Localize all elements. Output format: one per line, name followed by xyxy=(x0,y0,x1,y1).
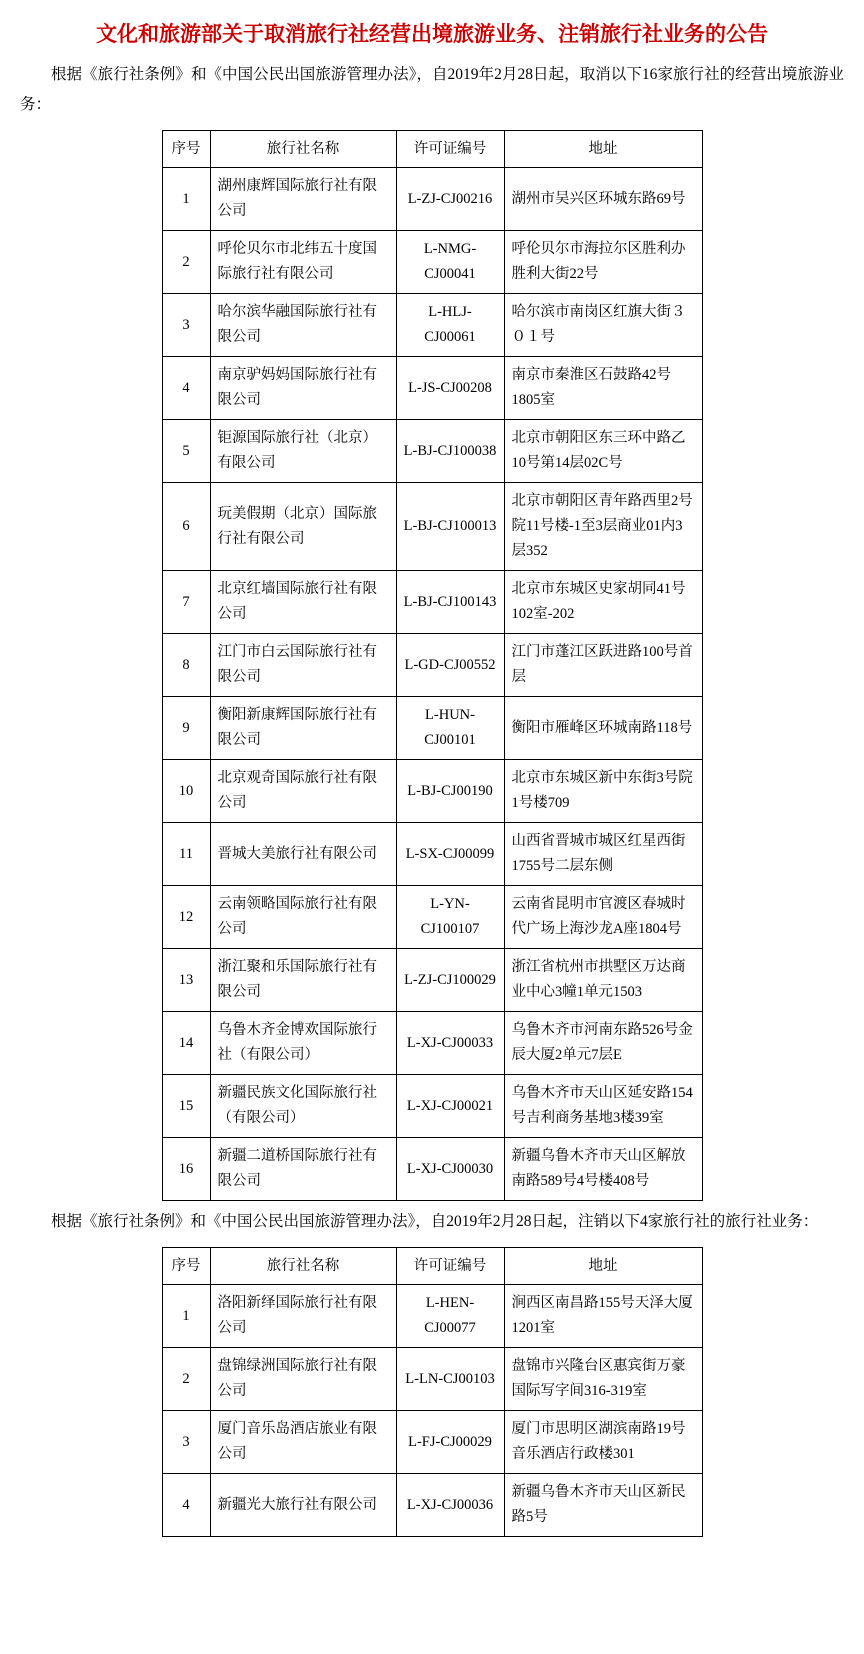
cell-index: 10 xyxy=(162,760,210,823)
cell-address: 衡阳市雁峰区环城南路118号 xyxy=(504,697,702,760)
cell-agency-name: 北京观奇国际旅行社有限公司 xyxy=(210,760,396,823)
cell-license-number: L-BJ-CJ00190 xyxy=(396,760,504,823)
cell-license-number: L-HLJ-CJ00061 xyxy=(396,294,504,357)
table-cancel-license xyxy=(162,1247,703,1537)
cell-address: 北京市东城区新中东街3号院1号楼709 xyxy=(504,760,702,823)
table-row xyxy=(162,1138,702,1201)
table-cancel-outbound-wrapper xyxy=(14,130,850,1201)
cell-agency-name: 钜源国际旅行社（北京）有限公司 xyxy=(210,420,396,483)
cell-agency-name: 哈尔滨华融国际旅行社有限公司 xyxy=(210,294,396,357)
table-row xyxy=(162,1474,702,1537)
cell-agency-name: 洛阳新绎国际旅行社有限公司 xyxy=(210,1285,396,1348)
cell-agency-name: 新疆民族文化国际旅行社（有限公司） xyxy=(210,1075,396,1138)
cell-address: 哈尔滨市南岗区红旗大街３０１号 xyxy=(504,294,702,357)
cell-address: 新疆乌鲁木齐市天山区新民路5号 xyxy=(504,1474,702,1537)
cell-agency-name: 衡阳新康辉国际旅行社有限公司 xyxy=(210,697,396,760)
cell-license-number: L-XJ-CJ00021 xyxy=(396,1075,504,1138)
table-row xyxy=(162,483,702,571)
table-row xyxy=(162,571,702,634)
cell-license-number: L-ZJ-CJ00216 xyxy=(396,168,504,231)
table-row xyxy=(162,697,702,760)
column-header-license-number: 许可证编号 xyxy=(396,1248,504,1285)
cell-index: 5 xyxy=(162,420,210,483)
cell-agency-name: 浙江聚和乐国际旅行社有限公司 xyxy=(210,949,396,1012)
cell-index: 7 xyxy=(162,571,210,634)
table-row xyxy=(162,1012,702,1075)
cell-license-number: L-GD-CJ00552 xyxy=(396,634,504,697)
table-header xyxy=(162,1248,702,1285)
cell-license-number: L-XJ-CJ00036 xyxy=(396,1474,504,1537)
table-row xyxy=(162,634,702,697)
cell-agency-name: 玩美假期（北京）国际旅行社有限公司 xyxy=(210,483,396,571)
cell-address: 北京市朝阳区青年路西里2号院11号楼-1至3层商业01内3层352 xyxy=(504,483,702,571)
table-cancel-outbound xyxy=(162,130,703,1201)
cell-license-number: L-JS-CJ00208 xyxy=(396,357,504,420)
cell-address: 山西省晋城市城区红星西街1755号二层东侧 xyxy=(504,823,702,886)
cell-address: 盘锦市兴隆台区惠宾街万豪国际写字间316-319室 xyxy=(504,1348,702,1411)
cell-index: 6 xyxy=(162,483,210,571)
cell-index: 2 xyxy=(162,1348,210,1411)
page-title: 文化和旅游部关于取消旅行社经营出境旅游业务、注销旅行社业务的公告 xyxy=(96,23,768,46)
cell-address: 江门市蓬江区跃进路100号首层 xyxy=(504,634,702,697)
table-row xyxy=(162,823,702,886)
cell-address: 浙江省杭州市拱墅区万达商业中心3幢1单元1503 xyxy=(504,949,702,1012)
cell-license-number: L-BJ-CJ100013 xyxy=(396,483,504,571)
cell-address: 呼伦贝尔市海拉尔区胜利办胜利大街22号 xyxy=(504,231,702,294)
cell-license-number: L-FJ-CJ00029 xyxy=(396,1411,504,1474)
table-row xyxy=(162,294,702,357)
cell-index: 14 xyxy=(162,1012,210,1075)
table-row xyxy=(162,949,702,1012)
cell-address: 厦门市思明区湖滨南路19号音乐酒店行政楼301 xyxy=(504,1411,702,1474)
table-row xyxy=(162,231,702,294)
paragraph-cancel-outbound: 根据《旅行社条例》和《中国公民出国旅游管理办法》，自2019年2月28日起，取消以下16家旅行社的经营出境旅游业务： xyxy=(20,66,844,113)
column-header-license-number: 许可证编号 xyxy=(396,131,504,168)
table-row xyxy=(162,357,702,420)
bottom-spacer xyxy=(14,1543,850,1573)
table-header-row xyxy=(162,1248,702,1285)
cell-index: 8 xyxy=(162,634,210,697)
cell-license-number: L-NMG-CJ00041 xyxy=(396,231,504,294)
table-body xyxy=(162,168,702,1201)
cell-address: 北京市东城区史家胡同41号102室-202 xyxy=(504,571,702,634)
cell-index: 12 xyxy=(162,886,210,949)
table-row xyxy=(162,760,702,823)
table-row xyxy=(162,1348,702,1411)
table-row xyxy=(162,886,702,949)
cell-address: 北京市朝阳区东三环中路乙10号第14层02C号 xyxy=(504,420,702,483)
cell-license-number: L-HUN-CJ00101 xyxy=(396,697,504,760)
table-row xyxy=(162,1411,702,1474)
cell-index: 1 xyxy=(162,1285,210,1348)
cell-license-number: L-XJ-CJ00030 xyxy=(396,1138,504,1201)
cell-agency-name: 盘锦绿洲国际旅行社有限公司 xyxy=(210,1348,396,1411)
cell-index: 16 xyxy=(162,1138,210,1201)
cell-license-number: L-SX-CJ00099 xyxy=(396,823,504,886)
cell-index: 15 xyxy=(162,1075,210,1138)
table-row xyxy=(162,168,702,231)
table-cancel-license-wrapper xyxy=(14,1247,850,1537)
cell-index: 4 xyxy=(162,1474,210,1537)
cell-license-number: L-BJ-CJ100143 xyxy=(396,571,504,634)
cell-agency-name: 南京驴妈妈国际旅行社有限公司 xyxy=(210,357,396,420)
table-row xyxy=(162,420,702,483)
cell-address: 乌鲁木齐市天山区延安路154号吉利商务基地3楼39室 xyxy=(504,1075,702,1138)
column-header-address: 地址 xyxy=(504,131,702,168)
cell-address: 南京市秦淮区石鼓路42号1805室 xyxy=(504,357,702,420)
cell-index: 13 xyxy=(162,949,210,1012)
cell-license-number: L-BJ-CJ100038 xyxy=(396,420,504,483)
column-header-address: 地址 xyxy=(504,1248,702,1285)
column-header-index: 序号 xyxy=(162,131,210,168)
cell-agency-name: 乌鲁木齐金博欢国际旅行社（有限公司） xyxy=(210,1012,396,1075)
cell-agency-name: 江门市白云国际旅行社有限公司 xyxy=(210,634,396,697)
cell-agency-name: 北京红墙国际旅行社有限公司 xyxy=(210,571,396,634)
cell-index: 1 xyxy=(162,168,210,231)
cell-license-number: L-YN-CJ100107 xyxy=(396,886,504,949)
table-row xyxy=(162,1285,702,1348)
cell-agency-name: 呼伦贝尔市北纬五十度国际旅行社有限公司 xyxy=(210,231,396,294)
cell-index: 11 xyxy=(162,823,210,886)
cell-address: 涧西区南昌路155号天泽大厦1201室 xyxy=(504,1285,702,1348)
table-row xyxy=(162,1075,702,1138)
cell-address: 乌鲁木齐市河南东路526号金辰大厦2单元7层E xyxy=(504,1012,702,1075)
cell-license-number: L-HEN-CJ00077 xyxy=(396,1285,504,1348)
cell-license-number: L-ZJ-CJ100029 xyxy=(396,949,504,1012)
cell-address: 湖州市吴兴区环城东路69号 xyxy=(504,168,702,231)
column-header-index: 序号 xyxy=(162,1248,210,1285)
cell-address: 云南省昆明市官渡区春城时代广场上海沙龙A座1804号 xyxy=(504,886,702,949)
cell-agency-name: 湖州康辉国际旅行社有限公司 xyxy=(210,168,396,231)
cell-address: 新疆乌鲁木齐市天山区解放南路589号4号楼408号 xyxy=(504,1138,702,1201)
table-header xyxy=(162,131,702,168)
column-header-agency-name: 旅行社名称 xyxy=(210,131,396,168)
cell-index: 9 xyxy=(162,697,210,760)
cell-agency-name: 晋城大美旅行社有限公司 xyxy=(210,823,396,886)
cell-index: 2 xyxy=(162,231,210,294)
table-header-row xyxy=(162,131,702,168)
table-body xyxy=(162,1285,702,1537)
cell-agency-name: 新疆二道桥国际旅行社有限公司 xyxy=(210,1138,396,1201)
cell-index: 4 xyxy=(162,357,210,420)
cell-license-number: L-LN-CJ00103 xyxy=(396,1348,504,1411)
paragraph-cancel-license: 根据《旅行社条例》和《中国公民出国旅游管理办法》，自2019年2月28日起，注销以下4家旅行社的旅行社业务： xyxy=(51,1213,819,1230)
cell-agency-name: 云南领略国际旅行社有限公司 xyxy=(210,886,396,949)
cell-index: 3 xyxy=(162,294,210,357)
column-header-agency-name: 旅行社名称 xyxy=(210,1248,396,1285)
cell-agency-name: 新疆光大旅行社有限公司 xyxy=(210,1474,396,1537)
cell-index: 3 xyxy=(162,1411,210,1474)
cell-agency-name: 厦门音乐岛酒店旅业有限公司 xyxy=(210,1411,396,1474)
cell-license-number: L-XJ-CJ00033 xyxy=(396,1012,504,1075)
